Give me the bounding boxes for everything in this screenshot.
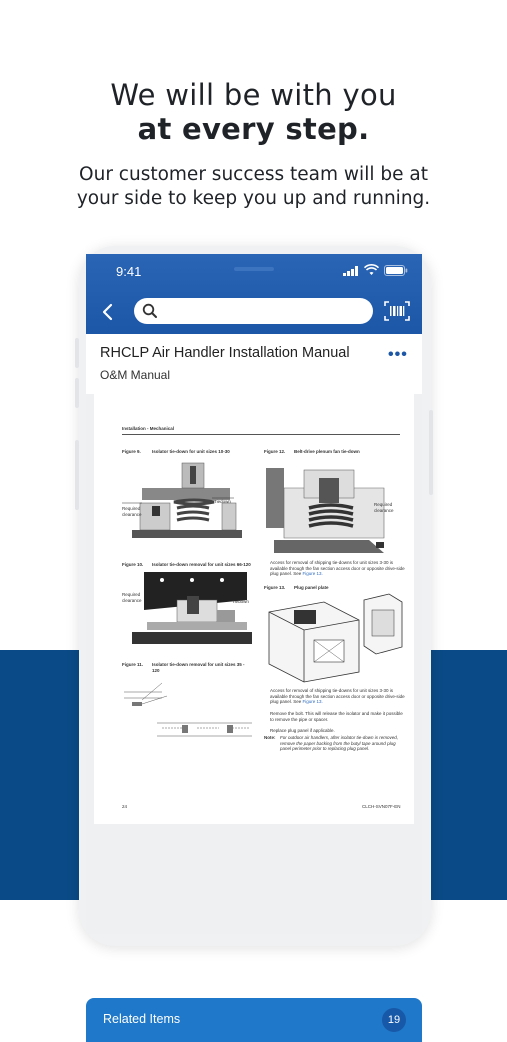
figure10-caption: Isolator tie-down removal for unit sizes 66-120 [152, 562, 251, 567]
barcode-scan-icon[interactable] [384, 301, 410, 321]
figure10-label: Figure 10. [122, 562, 144, 567]
figure10-clearance-label: Required clearance [122, 592, 142, 603]
related-items-bar[interactable] [86, 998, 422, 1042]
subtitle [0, 163, 507, 211]
phone-side-button [75, 440, 79, 510]
figure10-tiedown-label: Tiedown [232, 599, 249, 604]
bullet-3: Remove the bolt. This will release the isolator and make it possible to remove the pipe or spacer. [270, 711, 403, 722]
figure11-drawing [122, 678, 257, 753]
figure9-label: Figure 9. [122, 449, 141, 454]
phone-side-button [75, 338, 79, 368]
document-viewer[interactable] [86, 394, 422, 1026]
search-input[interactable] [134, 298, 373, 324]
related-items-count-badge: 19 [382, 1008, 406, 1032]
related-items-label: Related Items [103, 1012, 181, 1026]
search-icon [142, 303, 158, 319]
figure12-label: Figure 12. [264, 449, 286, 454]
bullet-1: Access for removal of shipping tie-downs for unit sizes 3-30 is available through the fan section access door or opposite drive-side plug panel. See Figure 13. [270, 560, 405, 576]
app-header [86, 254, 422, 334]
headline-line2: at every step. [137, 112, 370, 146]
document-title: RHCLP Air Handler Installation Manual [100, 345, 350, 361]
document-page [94, 394, 414, 824]
document-code: CLCH-SVN07F-EN [362, 804, 401, 809]
page-number: 24 [122, 804, 128, 809]
signal-icon [343, 266, 359, 276]
figure9-caption: Isolator tie-down for unit sizes 10-30 [152, 449, 230, 454]
note-label: Note: [264, 735, 276, 740]
headline [0, 78, 507, 146]
figure11-label: Figure 11. [122, 662, 144, 667]
figure9-tiedown-label: Tiedown [214, 499, 231, 504]
figure9-clearance-label: Required clearance [122, 506, 142, 517]
subtitle-line2: your side to keep you up and running. [76, 188, 431, 209]
status-time: 9:41 [116, 264, 142, 279]
subtitle-line1: Our customer success team will be at [79, 164, 428, 185]
phone-side-button [75, 378, 79, 408]
figure12-clearance-label: Required clearance [374, 502, 394, 513]
back-arrow-icon[interactable] [102, 303, 113, 321]
bullet-2: Access for removal of shipping tie-downs for unit sizes 3-30 is available through the fan section access door or opposite drive-side plug panel. See Figure 13. [270, 688, 405, 704]
speaker-notch [234, 267, 274, 271]
battery-icon [384, 265, 408, 276]
bullet-4: Replace plug panel if applicable. [270, 728, 335, 733]
figure10-drawing [122, 570, 257, 650]
figure13-caption: Plug panel plate [294, 585, 329, 590]
wifi-icon [364, 265, 379, 276]
figure13-drawing [264, 592, 404, 687]
figure11-caption: Isolator tie-down removal for unit sizes 35 - 120 [152, 662, 245, 673]
document-header [86, 334, 422, 394]
phone-screen [86, 254, 422, 1026]
status-icons [343, 265, 408, 276]
page-section-title: Installation - Mechanical [122, 426, 175, 431]
phone-side-button [429, 410, 433, 495]
headline-line1: We will be with you [110, 78, 397, 112]
note-text: For outdoor air handlers, after isolator tie-down is removed, remove the paper backing from the butyl tape around plug panel perimeter prior to replacing plug panel. [280, 735, 399, 751]
figure12-caption: Belt-drive plenum fan tie-down [294, 449, 360, 454]
more-options-icon[interactable]: ••• [388, 346, 408, 363]
section-divider [122, 434, 400, 435]
document-subtitle: O&M Manual [100, 368, 171, 382]
figure13-label: Figure 13. [264, 585, 286, 590]
figure9-drawing [122, 458, 252, 548]
